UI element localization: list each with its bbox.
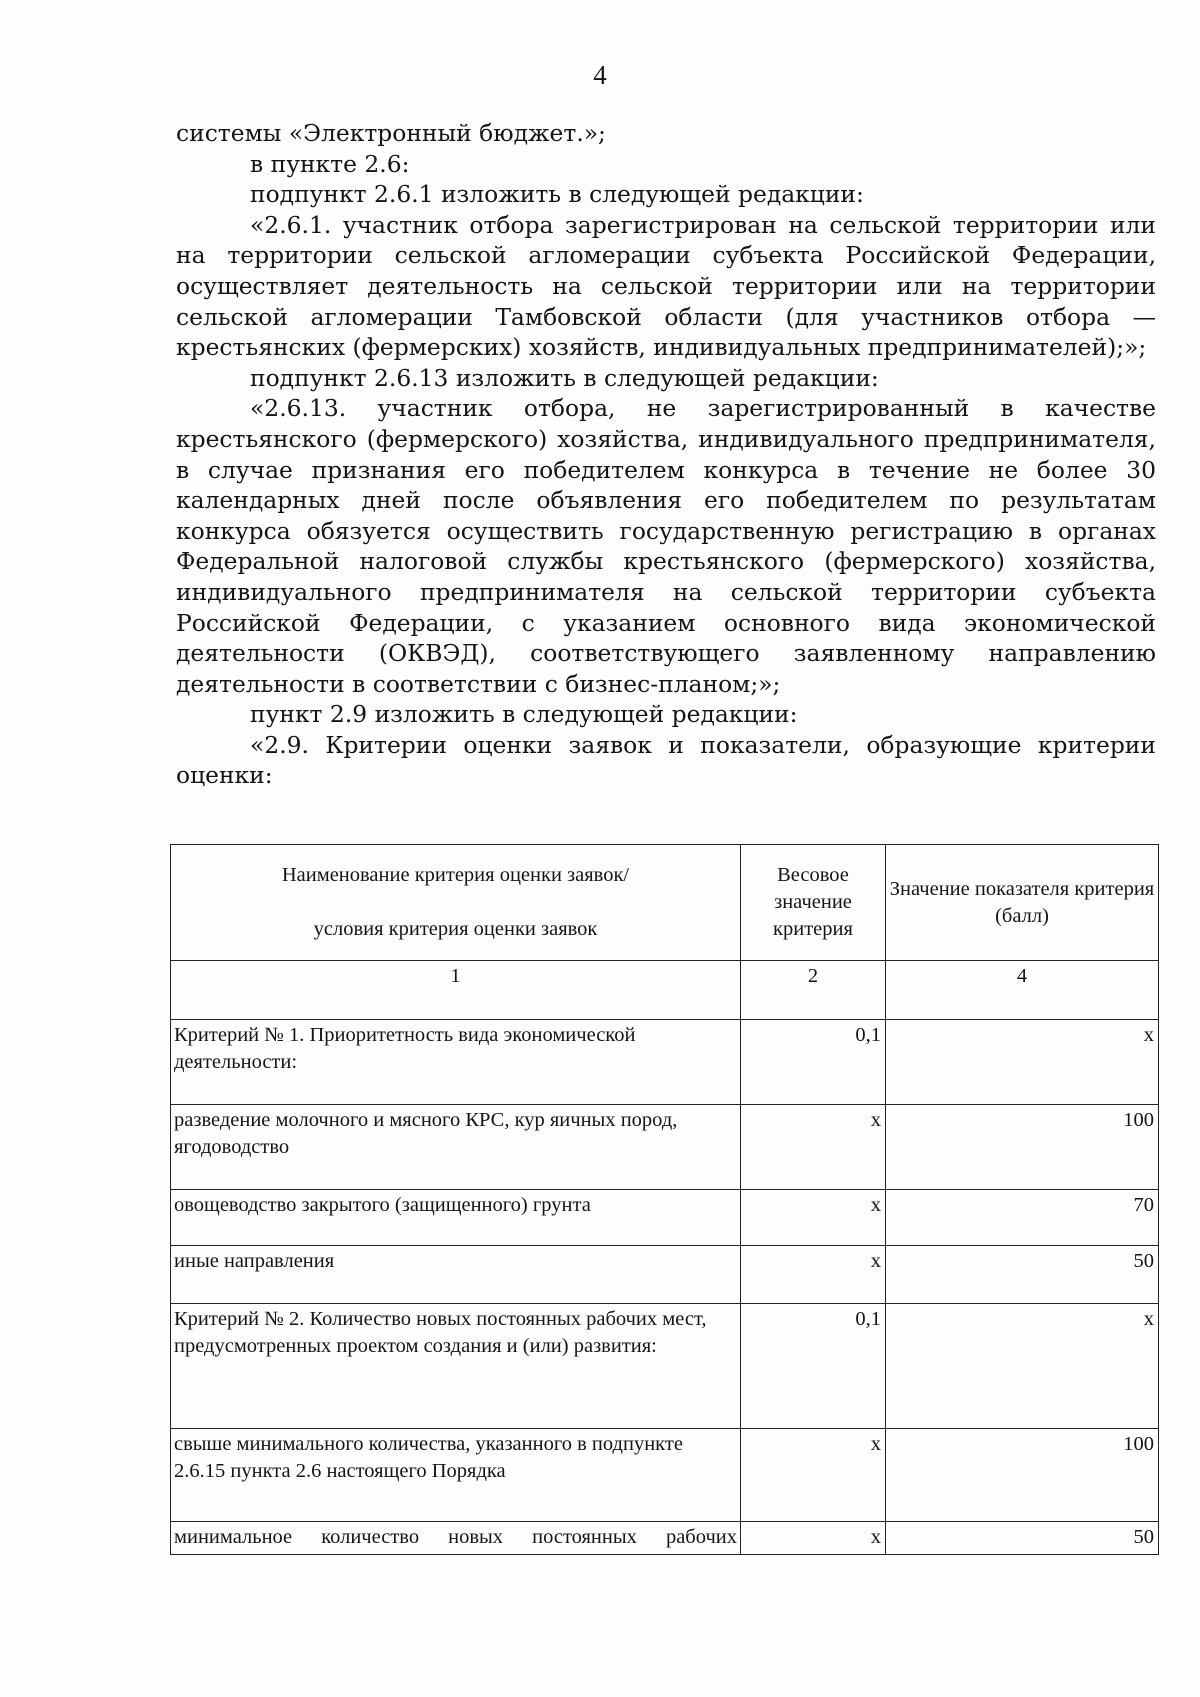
criteria-table (170, 844, 1159, 1555)
header-criterion-name-line2: условия критерия оценки заявок (313, 918, 598, 940)
criterion-weight: 0,1 (741, 1020, 886, 1105)
paragraph-subpoint-2-6-13-text: «2.6.13. участник отбора, не зарегистрированный в качестве крестьянского (фермерского) хозяйства, индивидуального предпринимателя, в случае признания его победителем конкурса в течение не более 30 календарных дней после объявления его победителем по результатам конкурса обязуется осуществить государственную регистрацию в органах Федеральной налоговой службы крестьянского (фермерского) хозяйства, индивидуального предпринимателя на сельской территории субъекта Российской Федерации, с указанием основного вида экономической деятельности (ОКВЭД), соответствующего заявленному направлению деятельности в соответствии с бизнес-планом;»; (176, 394, 1156, 698)
table-header-row (171, 845, 1159, 961)
paragraph-subpoint-2-6-13-intro: подпункт 2.6.13 изложить в следующей редакции: (250, 363, 879, 392)
column-number: 4 (886, 961, 1159, 1020)
paragraph-subpoint-2-6-1-text: «2.6.1. участник отбора зарегистрирован на сельской территории или на территории сельской агломерации субъекта Российской Федерации, осуществляет деятельность на сельской территории или на территории сельской агломерации Тамбовской области (для участников отбора — крестьянских (фермерских) хозяйств, индивидуальных предпринимателей);»; (176, 210, 1156, 362)
criterion-name: минимальное количество новых постоянных рабочих (171, 1522, 741, 1555)
table-row (171, 1522, 1159, 1555)
criterion-name: иные направления (171, 1246, 741, 1304)
column-number: 1 (171, 961, 741, 1020)
criterion-score: 100 (886, 1429, 1159, 1522)
criterion-name: Критерий № 2. Количество новых постоянных рабочих мест, предусмотренных проектом создания и (или) развития: (171, 1304, 741, 1429)
table-row (171, 1020, 1159, 1105)
header-score: Значение показателя критерия (балл) (886, 845, 1159, 961)
paragraph-point-2-9-intro: пункт 2.9 изложить в следующей редакции: (250, 700, 798, 729)
criterion-score: х (886, 1304, 1159, 1429)
paragraph-subpoint-2-6-1-intro: подпункт 2.6.1 изложить в следующей редакции: (250, 180, 864, 209)
column-number: 2 (741, 961, 886, 1020)
criterion-weight: х (741, 1246, 886, 1304)
criterion-score: 50 (886, 1522, 1159, 1555)
paragraph-point-2-6: в пункте 2.6: (250, 149, 410, 178)
criterion-name: свыше минимального количества, указанного в подпункте 2.6.15 пункта 2.6 настоящего Порядка (171, 1429, 741, 1522)
criterion-name: овощеводство закрытого (защищенного) грунта (171, 1190, 741, 1246)
page-number: 4 (593, 60, 607, 90)
criterion-name: Критерий № 1. Приоритетность вида экономической деятельности: (171, 1020, 741, 1105)
table-row (171, 1304, 1159, 1429)
header-criterion-name-line1: Наименование критерия оценки заявок/ (281, 864, 630, 886)
criterion-score: 70 (886, 1190, 1159, 1246)
criterion-name: разведение молочного и мясного КРС, кур яичных пород, ягодоводство (171, 1105, 741, 1190)
table-column-numbers-row (171, 961, 1159, 1020)
paragraph-point-2-9-text: «2.9. Критерии оценки заявок и показатели, образующие критерии оценки: (176, 730, 1156, 790)
criterion-score: 100 (886, 1105, 1159, 1190)
paragraph-continuation: системы «Электронный бюджет.»; (176, 119, 606, 147)
criterion-score: 50 (886, 1246, 1159, 1304)
criterion-weight: х (741, 1522, 886, 1555)
header-criterion-name (171, 845, 741, 961)
table-row (171, 1246, 1159, 1304)
criterion-weight: х (741, 1429, 886, 1522)
table-row (171, 1190, 1159, 1246)
criterion-weight: 0,1 (741, 1304, 886, 1429)
table-row (171, 1105, 1159, 1190)
document-body (176, 118, 1156, 791)
criterion-score: х (886, 1020, 1159, 1105)
table-row (171, 1429, 1159, 1522)
header-weight: Весовое значение критерия (741, 845, 886, 961)
criterion-weight: х (741, 1105, 886, 1190)
criterion-weight: х (741, 1190, 886, 1246)
